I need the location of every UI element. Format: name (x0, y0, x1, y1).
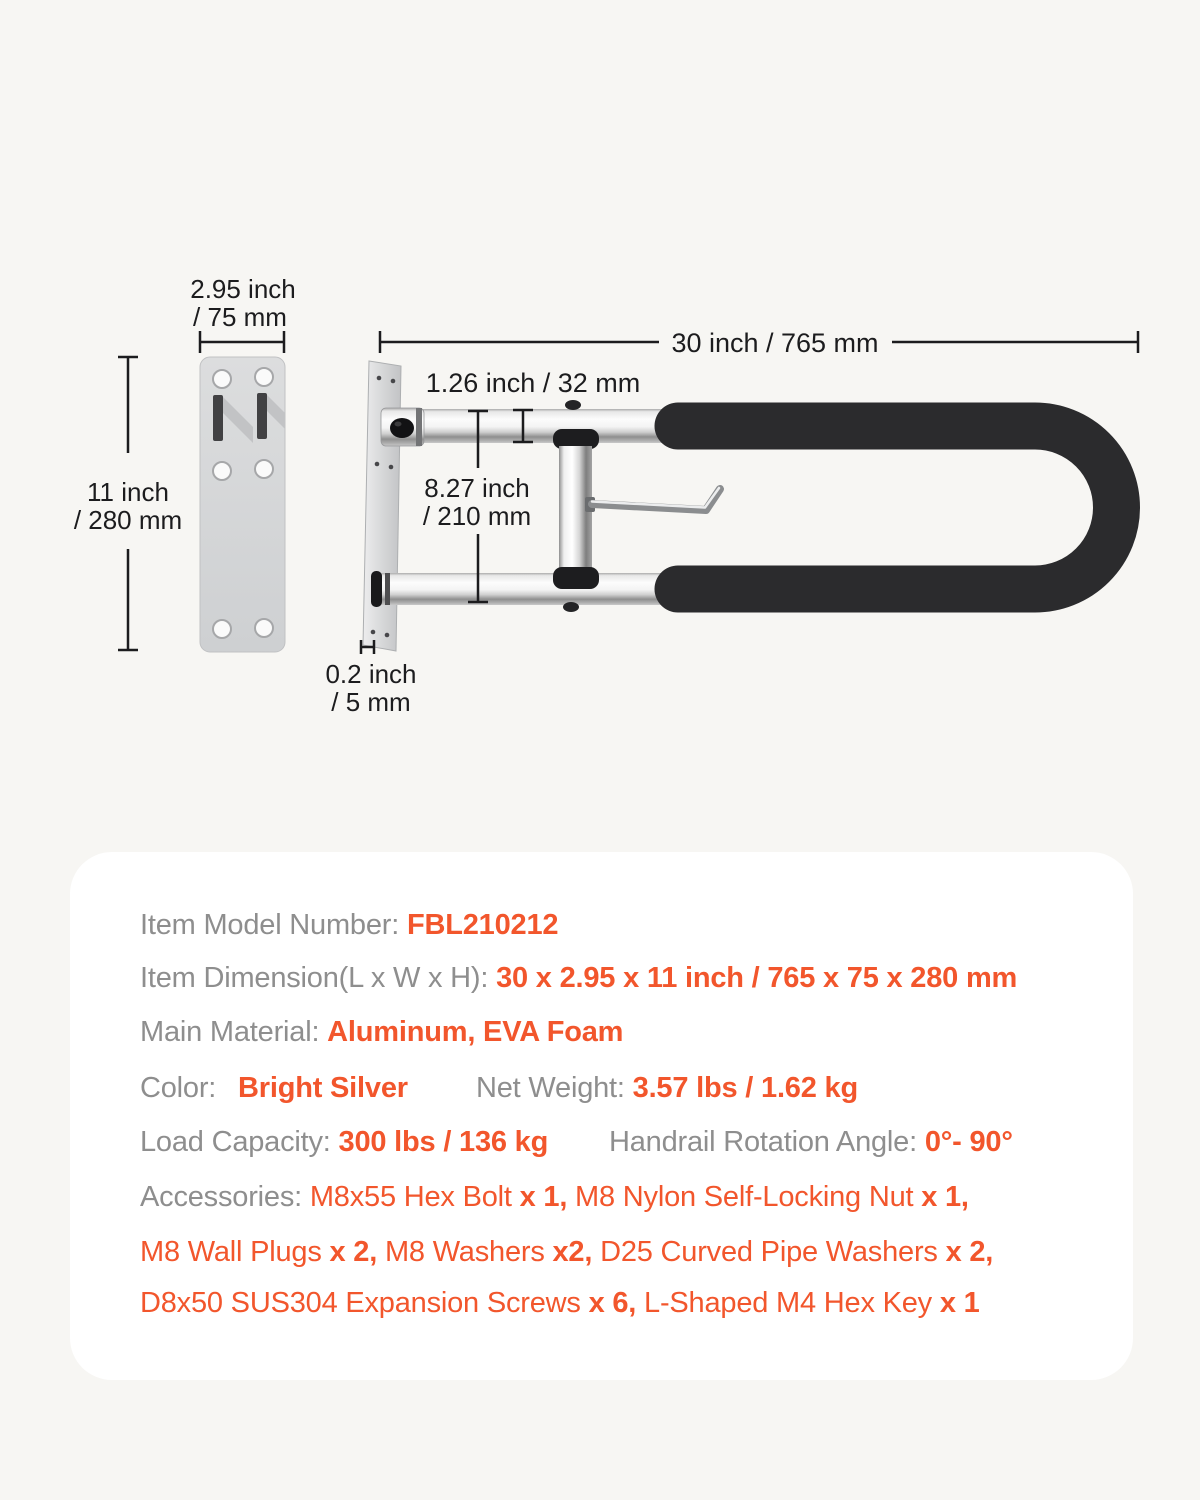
rotation-angle-label: Handrail Rotation Angle: (609, 1126, 925, 1158)
accessory-count: x 2, (945, 1236, 994, 1268)
plate-width-label2: / 75 mm (193, 302, 287, 332)
color-label: Color: (140, 1072, 225, 1104)
spec-row-load-rotation (140, 1124, 1063, 1160)
accessories-label: Accessories: (140, 1181, 310, 1213)
paper-holder-hook (585, 488, 720, 512)
pivot-hinge (381, 408, 424, 446)
load-capacity-value: 300 lbs / 136 kg (338, 1126, 549, 1158)
plate-width-label: 2.95 inch (190, 274, 296, 304)
spec-row-dimension (140, 960, 1017, 996)
plate-height-label2: / 280 mm (73, 505, 183, 535)
load-capacity-label: Load Capacity: (140, 1126, 339, 1158)
accessory-count: x2, (552, 1236, 601, 1268)
model-value: FBL210212 (406, 909, 559, 941)
accessory-count: x 2, (329, 1236, 385, 1268)
material-value: Aluminum, EVA Foam (327, 1016, 624, 1048)
accessory-count: x 1, (519, 1181, 576, 1213)
clamp-screw-bottom (563, 602, 579, 612)
rail-gap-label2: / 210 mm (422, 501, 532, 531)
accessory-item: M8 Wall Plugs (140, 1236, 330, 1268)
spec-row-material (140, 1014, 623, 1050)
rail-gap-label: 8.27 inch (424, 473, 530, 503)
spec-row-accessories-2 (140, 1234, 993, 1270)
rotation-angle-value: 0°- 90° (924, 1126, 1013, 1158)
net-weight-value: 3.57 lbs / 1.62 kg (632, 1072, 858, 1104)
model-label: Item Model Number: (140, 909, 407, 941)
plate-thickness-dimension (325, 640, 416, 717)
dimension-value: 30 x 2.95 x 11 inch / 765 x 75 x 280 mm (496, 962, 1018, 994)
accessory-item: M8 Nylon Self-Locking Nut (575, 1181, 922, 1213)
plate-height-dimension (74, 357, 182, 650)
dimension-label: Item Dimension(L x W x H): (140, 962, 497, 994)
material-label: Main Material: (140, 1016, 328, 1048)
foam-grip (678, 426, 1117, 589)
accessory-item: M8x55 Hex Bolt (309, 1181, 520, 1213)
pivot-bolt (390, 418, 414, 438)
hanger-slot (213, 395, 223, 441)
accessory-item: M8 Washers (384, 1236, 553, 1268)
net-weight-label: Net Weight: (476, 1072, 633, 1104)
hanger-slot (257, 393, 267, 439)
accessory-item: D25 Curved Pipe Washers (600, 1236, 946, 1268)
plate-thickness-label2: / 5 mm (331, 687, 411, 717)
accessory-count: x 6, (588, 1287, 645, 1319)
clamp-screw-top (565, 400, 581, 410)
spec-row-accessories-1 (140, 1179, 969, 1215)
spec-row-model (140, 907, 558, 943)
plate-thickness-label: 0.2 inch (325, 659, 417, 689)
spec-row-color-weight (140, 1070, 1063, 1106)
spec-card (70, 852, 1133, 1380)
accessory-item: D8x50 SUS304 Expansion Screws (140, 1287, 589, 1319)
tube-diameter-label: 1.26 inch / 32 mm (425, 368, 641, 398)
plate-width-dimension (190, 274, 296, 353)
color-value: Bright Silver (238, 1072, 408, 1104)
net-weight-cell (476, 1070, 858, 1106)
spec-row-accessories-3 (140, 1285, 980, 1321)
bar-length-label: 30 inch / 765 mm (671, 328, 879, 358)
wall-plate-side (363, 361, 401, 651)
bar-length-dimension (380, 328, 1138, 358)
accessory-item: L-Shaped M4 Hex Key (644, 1287, 940, 1319)
rotation-angle-cell (609, 1124, 1013, 1160)
accessory-count: x 1, (921, 1181, 969, 1213)
plate-height-label: 11 inch (87, 477, 169, 507)
wall-plate-front (200, 357, 297, 652)
accessory-count: x 1 (939, 1287, 980, 1319)
